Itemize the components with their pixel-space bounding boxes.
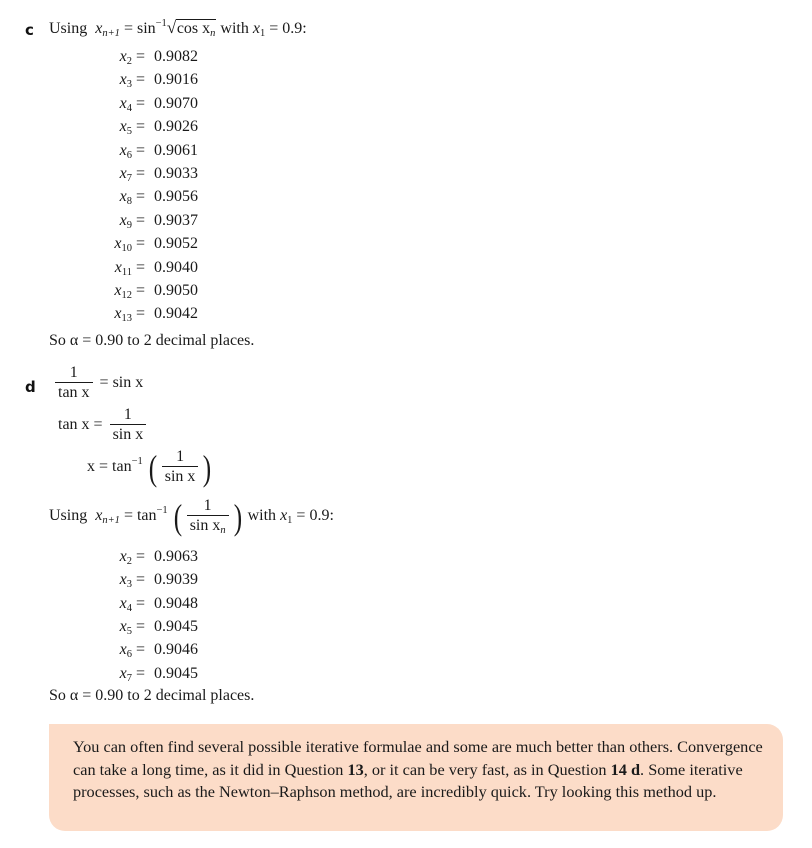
iteration-value: 0.9050 bbox=[154, 282, 198, 299]
initial-value: = 0.9: bbox=[269, 20, 307, 37]
tip-text-part: . Some iterative processes, such as the Newton–Raphson method, are incredibly quick. Try looking this method up. bbox=[73, 759, 743, 801]
iteration-value: 0.9016 bbox=[154, 71, 198, 89]
tip-text-part: You can often find several possible iterative formulae and some are much better than others. Convergence can take a long time, as it did in Question bbox=[73, 737, 763, 779]
numerator: 1 bbox=[69, 364, 78, 381]
iteration-sub: 11 bbox=[121, 266, 132, 278]
formula-func: = tan bbox=[123, 507, 157, 525]
iteration-sub: 10 bbox=[121, 243, 132, 255]
iteration-value: 0.9056 bbox=[154, 188, 198, 206]
iteration-var: $x_4$ bbox=[119, 594, 132, 614]
iteration-sub: 7 bbox=[126, 173, 132, 184]
iteration-sub: 3 bbox=[126, 579, 132, 591]
iteration-var: $x_{11}$ bbox=[114, 258, 132, 278]
iteration-var: $x_3$ bbox=[119, 571, 132, 591]
tip-text-part: , or it can be very fast, as in Question bbox=[363, 759, 611, 779]
iteration-value: 0.9039 bbox=[154, 571, 198, 589]
with-text: with bbox=[220, 20, 249, 37]
denominator: sin x bbox=[110, 424, 147, 445]
iteration-var: $x_{10}$ bbox=[114, 235, 132, 255]
iteration-var: $x_2$ bbox=[119, 548, 132, 567]
iteration-var: $x_2$ bbox=[119, 48, 132, 67]
radicand: cos x bbox=[176, 20, 211, 37]
sqrt-expression bbox=[167, 19, 217, 39]
left-paren-icon: ( bbox=[148, 447, 157, 488]
part-c-intro: Using $x_{n+1} = \sin^{-1}$ √ $\cos x_n$ with $x_1 = 0.9$: bbox=[49, 18, 307, 39]
denominator-text: sin x bbox=[189, 517, 221, 534]
iteration-sub: 9 bbox=[126, 219, 132, 231]
iteration-value: 0.9045 bbox=[154, 664, 198, 682]
iteration-value: 0.9070 bbox=[154, 94, 198, 112]
step3-sup: −1 bbox=[131, 456, 143, 468]
iteration-value: 0.9048 bbox=[154, 594, 198, 612]
question-ref: 13 bbox=[347, 759, 364, 779]
equals-sign: = bbox=[136, 188, 146, 206]
equals-sign: = bbox=[136, 641, 146, 659]
part-d-step3 bbox=[87, 448, 213, 487]
iteration-value: 0.9042 bbox=[154, 305, 198, 323]
iteration-sub: 13 bbox=[121, 313, 132, 325]
part-d-label: d bbox=[25, 378, 36, 396]
initial-value: = 0.9: bbox=[296, 507, 334, 525]
iteration-sub: 12 bbox=[121, 290, 132, 301]
formula-var: x bbox=[95, 20, 103, 37]
fraction bbox=[55, 364, 93, 403]
part-d-intro bbox=[49, 497, 334, 536]
step1-rhs: = sin x bbox=[99, 374, 144, 392]
denominator: sin x bbox=[162, 466, 199, 487]
equals-sign: = bbox=[136, 141, 146, 159]
part-c-conclusion: So α = 0.90 to 2 decimal places. bbox=[49, 332, 255, 349]
iteration-value: 0.9082 bbox=[154, 48, 198, 65]
numerator: 1 bbox=[123, 406, 132, 423]
iteration-value: 0.9052 bbox=[154, 235, 198, 253]
iteration-sub: 2 bbox=[126, 556, 132, 567]
iteration-value: 0.9033 bbox=[154, 165, 198, 182]
fraction bbox=[162, 448, 199, 487]
part-c-label: c bbox=[25, 21, 34, 39]
initial-var: x bbox=[280, 507, 288, 525]
part-d-conclusion: So α = 0.90 to 2 decimal places. bbox=[49, 687, 255, 704]
iteration-value: 0.9063 bbox=[154, 548, 198, 565]
iteration-var: $x_7$ bbox=[119, 664, 132, 684]
iteration-sub: 6 bbox=[126, 149, 132, 161]
step2-lhs: tan x = bbox=[58, 416, 103, 434]
iteration-var: $x_5$ bbox=[119, 118, 132, 138]
iteration-value: 0.9045 bbox=[154, 617, 198, 635]
iteration-value: 0.9046 bbox=[154, 641, 198, 659]
equals-sign: = bbox=[136, 94, 146, 112]
using-text: Using bbox=[49, 507, 88, 525]
step3-lhs: x = tan bbox=[87, 458, 132, 476]
tip-box bbox=[49, 724, 783, 831]
formula-func: sin bbox=[136, 20, 156, 37]
iteration-sub: 2 bbox=[126, 56, 132, 67]
equals-sign: = bbox=[136, 548, 146, 565]
iteration-sub: 5 bbox=[126, 126, 132, 138]
iteration-var: $x_3$ bbox=[119, 71, 132, 91]
iteration-value: 0.9040 bbox=[154, 258, 198, 276]
radicand-sub: n bbox=[210, 28, 216, 39]
iteration-var: $x_{13}$ bbox=[114, 305, 132, 325]
equals-sign: = bbox=[136, 571, 146, 589]
tip-text bbox=[73, 736, 773, 804]
iteration-sub: 8 bbox=[126, 196, 132, 208]
using-text: Using bbox=[49, 20, 88, 37]
iteration-var: $x_5$ bbox=[119, 617, 132, 637]
question-ref: 14 d bbox=[610, 759, 641, 779]
iteration-var: $x_6$ bbox=[119, 141, 132, 161]
iteration-sub: 3 bbox=[126, 79, 132, 91]
right-paren-icon: ) bbox=[203, 447, 212, 488]
formula-sub: n+1 bbox=[102, 515, 120, 527]
denominator: tan x bbox=[55, 382, 93, 403]
equals-sign: = bbox=[136, 617, 146, 635]
formula-var: x bbox=[95, 507, 103, 525]
denominator bbox=[187, 515, 229, 536]
iteration-value: 0.9061 bbox=[154, 141, 198, 159]
iteration-sub: 6 bbox=[126, 649, 132, 661]
iteration-var: $x_7$ bbox=[119, 165, 132, 184]
iteration-sub: 7 bbox=[126, 672, 132, 684]
numerator: 1 bbox=[203, 497, 212, 514]
equals-sign: = bbox=[136, 594, 146, 612]
equals-sign: = bbox=[136, 305, 146, 323]
part-d-step2 bbox=[58, 406, 149, 445]
initial-sub: 1 bbox=[287, 515, 293, 527]
numerator: 1 bbox=[176, 448, 185, 465]
iteration-value: 0.9037 bbox=[154, 211, 198, 229]
denominator-sub: n bbox=[220, 525, 226, 536]
iteration-var: $x_{12}$ bbox=[114, 282, 132, 301]
iteration-var: $x_4$ bbox=[119, 94, 132, 114]
iteration-var: $x_9$ bbox=[119, 211, 132, 231]
iteration-value: 0.9026 bbox=[154, 118, 198, 136]
equals-sign: = bbox=[136, 211, 146, 229]
left-paren-icon: ( bbox=[173, 496, 182, 537]
iteration-var: $x_8$ bbox=[119, 188, 132, 208]
formula-sub: n+1 bbox=[102, 28, 120, 39]
right-paren-icon: ) bbox=[233, 496, 242, 537]
iteration-var: $x_6$ bbox=[119, 641, 132, 661]
with-text: with bbox=[247, 507, 277, 525]
iteration-sub: 5 bbox=[126, 625, 132, 637]
part-d-step1 bbox=[52, 364, 143, 403]
initial-var: x bbox=[252, 20, 260, 37]
equals-sign: = bbox=[136, 235, 146, 253]
formula-sup: −1 bbox=[155, 18, 167, 29]
iteration-sub: 4 bbox=[126, 602, 132, 614]
fraction bbox=[110, 406, 147, 445]
equals-sign: = bbox=[136, 664, 146, 682]
equals-sign: = bbox=[136, 118, 146, 136]
equals-sign: = bbox=[136, 165, 146, 182]
sqrt-icon: √ bbox=[166, 18, 177, 37]
fraction bbox=[187, 497, 229, 536]
iteration-sub: 4 bbox=[126, 102, 132, 114]
equals-sign: = bbox=[136, 282, 146, 299]
initial-sub: 1 bbox=[259, 28, 266, 39]
equals-sign: = bbox=[136, 48, 146, 65]
equals-sign: = bbox=[136, 258, 146, 276]
equals-sign: = bbox=[136, 71, 146, 89]
formula-sup: −1 bbox=[156, 505, 168, 517]
